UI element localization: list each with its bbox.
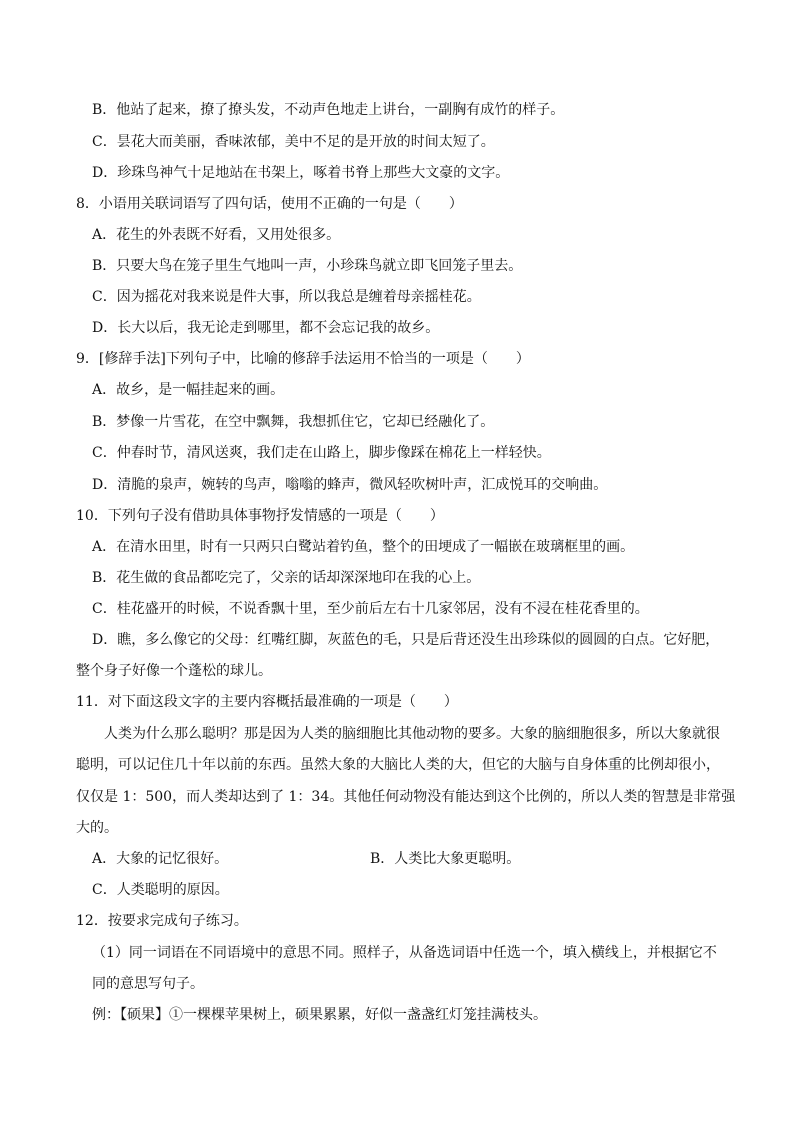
q7-option-d: D．珍珠鸟神气十足地站在书架上，啄着书脊上那些大文豪的文字。: [92, 165, 510, 181]
q12-sub1-line1: （1）同一词语在不同语境中的意思不同。照样子，从备选词语中任选一个，填入横线上，并根据它不: [92, 945, 717, 961]
q11-passage-line3: 仅仅是 1：500，而人类却达到了 1：34。其他任何动物没有能达到这个比例的，所以人类的智慧是非常强: [76, 789, 736, 805]
q10-option-c: C．桂花盛开的时候，不说香飘十里，至少前后左右十几家邻居，没有不浸在桂花香里的。: [92, 601, 649, 617]
q8-option-d: D．长大以后，我无论走到哪里，都不会忘记我的故乡。: [92, 320, 440, 336]
q9-option-a: A．故乡，是一幅挂起来的画。: [92, 382, 285, 398]
q10-option-d-line2: 整个身子好像一个蓬松的球儿。: [76, 663, 272, 679]
q11-passage-line4: 大的。: [76, 820, 118, 836]
q7-option-b: B．他站了起来，撩了撩头发，不动声色地走上讲台，一副胸有成竹的样子。: [92, 102, 565, 118]
q8-option-c: C．因为摇花对我来说是件大事，所以我总是缠着母亲摇桂花。: [92, 289, 481, 305]
question-12-stem: 12．按要求完成句子练习。: [76, 913, 248, 929]
q9-option-c: C．仲春时节，清风送爽，我们走在山路上，脚步像踩在棉花上一样轻快。: [92, 445, 551, 461]
q11-option-c: C．人类聪明的原因。: [92, 882, 229, 898]
question-8-stem: 8．小语用关联词语写了四句话，使用不正确的一句是（ ）: [76, 196, 463, 212]
q11-passage-line2: 聪明，可以记住几十年以前的东西。虽然大象的大脑比人类的大，但它的大脑与自身体重的比例却很小，: [76, 757, 720, 773]
q11-option-b: B．人类比大象更聪明。: [370, 851, 521, 867]
q9-option-d: D．清脆的泉声，婉转的鸟声，嗡嗡的蜂声，微风轻吹树叶声，汇成悦耳的交响曲。: [92, 477, 608, 493]
q10-option-d-line1: D．瞧，多么像它的父母：红嘴红脚，灰蓝色的毛，只是后背还没生出珍珠似的圆圆的白点。它好肥，: [92, 632, 720, 648]
q12-sub1-line2: 同的意思写句子。: [92, 976, 204, 992]
q11-option-a: A．大象的记忆很好。: [92, 851, 229, 867]
q11-passage-line1: 人类为什么那么聪明？那是因为人类的脑细胞比其他动物的要多。大象的脑细胞很多，所以大象就很: [104, 726, 720, 742]
q12-example: 例：【硕果】①一棵棵苹果树上，硕果累累，好似一盏盏红灯笼挂满枝头。: [92, 1007, 547, 1023]
question-9-stem: 9．[修辞手法]下列句子中，比喻的修辞手法运用不恰当的一项是（ ）: [76, 351, 530, 367]
q10-option-b: B．花生做的食品都吃完了，父亲的话却深深地印在我的心上。: [92, 570, 481, 586]
q10-option-a: A．在清水田里，时有一只两只白鹭站着钓鱼，整个的田埂成了一幅嵌在玻璃框里的画。: [92, 539, 635, 555]
question-11-stem: 11．对下面这段文字的主要内容概括最准确的一项是（ ）: [76, 694, 458, 710]
q9-option-b: B．梦像一片雪花，在空中飘舞，我想抓住它，它却已经融化了。: [92, 414, 495, 430]
q8-option-a: A．花生的外表既不好看，又用处很多。: [92, 227, 341, 243]
q8-option-b: B．只要大鸟在笼子里生气地叫一声，小珍珠鸟就立即飞回笼子里去。: [92, 258, 523, 274]
q7-option-c: C．昙花大而美丽，香味浓郁，美中不足的是开放的时间太短了。: [92, 134, 495, 150]
question-10-stem: 10．下列句子没有借助具体事物抒发情感的一项是（ ）: [76, 508, 444, 524]
